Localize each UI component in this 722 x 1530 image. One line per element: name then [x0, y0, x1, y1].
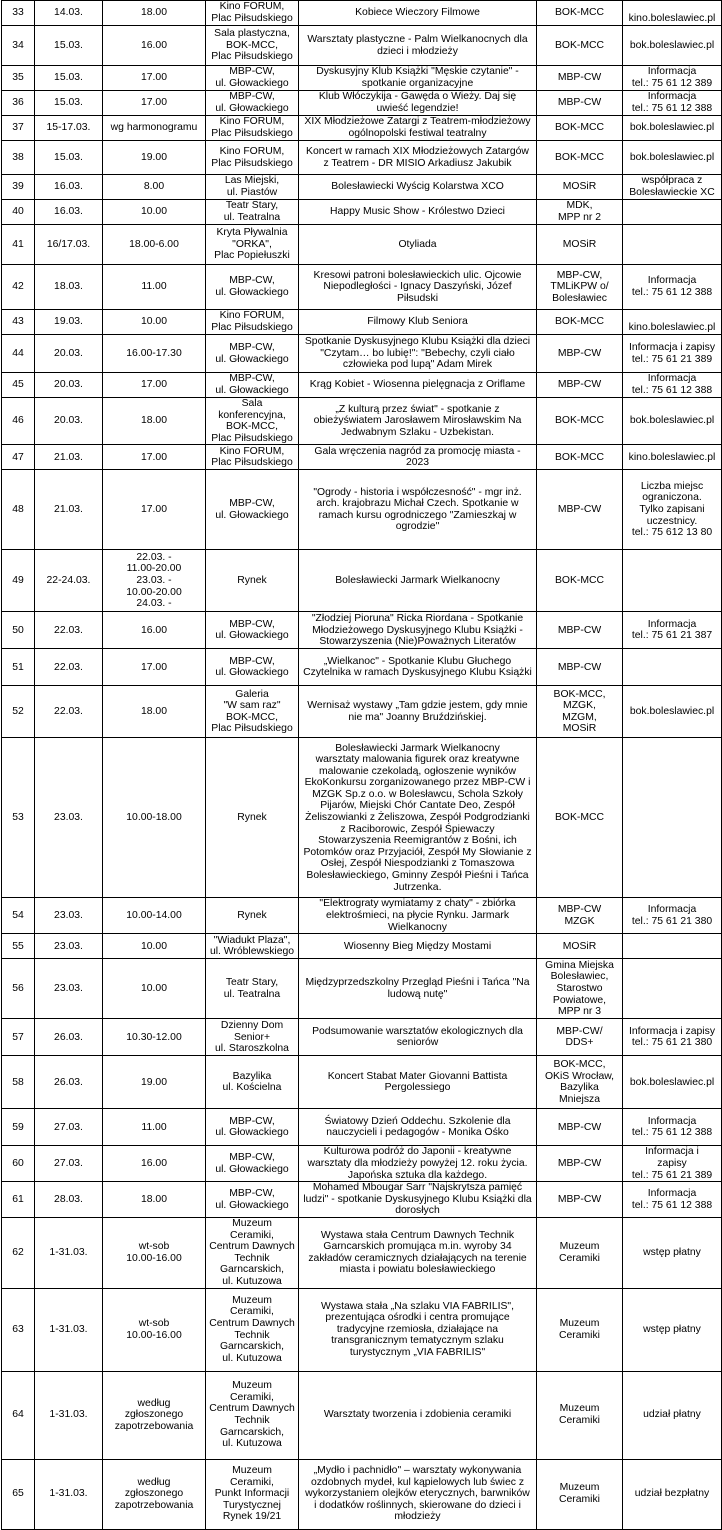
place-cell: Kino FORUM, Plac Piłsudskiego [206, 116, 299, 141]
date-cell: 23.03. [35, 898, 103, 934]
event-title-cell: Koncert w ramach XIX Młodzieżowych Zatargów z Teatrem - DR MISIO Arkadiusz Jakubik [299, 141, 537, 175]
event-title-cell: Międzyprzedszkolny Przegląd Pieśni i Tańca "Na ludową nutę" [299, 959, 537, 1019]
table-row [2, 1182, 722, 1218]
table-row [2, 934, 722, 959]
organizer-cell: MBP-CW [537, 1109, 623, 1146]
date-cell: 1-31.03. [35, 1371, 103, 1459]
row-number-cell: 38 [2, 141, 35, 175]
row-number-cell: 41 [2, 225, 35, 265]
organizer-cell: BOK-MCC, OKiS Wrocław, Bazylika Mniejsza [537, 1056, 623, 1109]
table-row [2, 470, 722, 550]
table-row [2, 1, 722, 26]
date-cell: 18.03. [35, 265, 103, 310]
organizer-cell: MBP-CW [537, 1146, 623, 1182]
place-cell: MBP-CW, ul. Głowackiego [206, 649, 299, 686]
row-number-cell: 51 [2, 649, 35, 686]
organizer-cell: MBP-CW [537, 66, 623, 91]
organizer-cell: BOK-MCC [537, 445, 623, 470]
date-cell: 14.03. [35, 1, 103, 26]
event-title-cell: Kobiece Wieczory Filmowe [299, 1, 537, 26]
date-cell: 15-17.03. [35, 116, 103, 141]
organizer-cell: MBP-CW [537, 470, 623, 550]
organizer-cell: Gmina Miejska Bolesławiec, Starostwo Powiatowe, MPP nr 3 [537, 959, 623, 1019]
event-title-cell: Warsztaty plastyczne - Palm Wielkanocnych dla dzieci i młodzieży [299, 26, 537, 66]
event-title-cell: „Mydło i pachnidło" – warsztaty wykonywania ozdobnych mydeł, kul kąpielowych lub świec z wykorzystaniem olejków eterycznych, barwników i dodatków roślinnych, skierowane do dzieci i młodzieży [299, 1459, 537, 1529]
event-title-cell: Kulturowa podróż do Japonii - kreatywne warsztaty dla młodzieży powyżej 12. roku życia. Japońska sztuka dla każdego. [299, 1146, 537, 1182]
time-cell: 10.00-14.00 [103, 898, 206, 934]
event-title-cell: Mohamed Mbougar Sarr "Najskrytsza pamięć ludzi" - spotkanie Dyskusyjnego Klubu Książki dla dorosłych [299, 1182, 537, 1218]
table-row [2, 91, 722, 116]
date-cell: 16.03. [35, 175, 103, 200]
place-cell: Kino FORUM, Plac Piłsudskiego [206, 141, 299, 175]
place-cell: Sala plastyczna, BOK-MCC, Plac Piłsudskiego [206, 26, 299, 66]
date-cell: 19.03. [35, 310, 103, 335]
row-number-cell: 34 [2, 26, 35, 66]
time-cell: wt-sob 10.00-16.00 [103, 1217, 206, 1288]
time-cell: wt-sob 10.00-16.00 [103, 1288, 206, 1371]
time-cell: 10.00 [103, 959, 206, 1019]
event-title-cell: Wystawa stała „Na szlaku VIA FABRILIS", prezentująca ośrodki i centra promujące tradycyjne rzemiosła, działające na transgranicznym tematycznym szlaku turystycznym „VIA FABRILIS" [299, 1288, 537, 1371]
info-cell: Informacja tel.: 75 61 12 388 [623, 91, 722, 116]
time-cell: 11.00 [103, 265, 206, 310]
table-row [2, 335, 722, 373]
table-row [2, 1056, 722, 1109]
row-number-cell: 53 [2, 738, 35, 898]
info-cell [623, 738, 722, 898]
info-cell: Informacja tel.: 75 61 12 388 [623, 373, 722, 398]
organizer-cell: MOSiR [537, 175, 623, 200]
table-row [2, 225, 722, 265]
time-cell: 10.00 [103, 934, 206, 959]
row-number-cell: 40 [2, 200, 35, 225]
place-cell: MBP-CW, ul. Głowackiego [206, 265, 299, 310]
info-cell: udział płatny [623, 1371, 722, 1459]
date-cell: 15.03. [35, 66, 103, 91]
organizer-cell: MBP-CW [537, 1182, 623, 1218]
table-row [2, 1109, 722, 1146]
info-cell [623, 200, 722, 225]
organizer-cell: MBP-CW [537, 335, 623, 373]
table-row [2, 1288, 722, 1371]
date-cell: 22.03. [35, 612, 103, 649]
date-cell: 20.03. [35, 398, 103, 445]
info-cell: Informacja tel.: 75 61 12 388 [623, 265, 722, 310]
event-title-cell: Kresowi patroni bolesławieckich ulic. Ojcowie Niepodległości - Ignacy Daszyński, Józef Piłsudski [299, 265, 537, 310]
event-title-cell: Bolesławiecki Wyścig Kolarstwa XCO [299, 175, 537, 200]
place-cell: Bazylika ul. Kościelna [206, 1056, 299, 1109]
organizer-cell: MOSiR [537, 225, 623, 265]
info-cell [623, 959, 722, 1019]
organizer-cell: MBP-CW [537, 373, 623, 398]
date-cell: 23.03. [35, 959, 103, 1019]
event-title-cell: Klub Włóczykija - Gawęda o Wieży. Daj się uwieść legendzie! [299, 91, 537, 116]
place-cell: Rynek [206, 550, 299, 612]
table-row [2, 1019, 722, 1056]
table-row [2, 116, 722, 141]
time-cell: 16.00 [103, 612, 206, 649]
place-cell: Kino FORUM, Plac Piłsudskiego [206, 445, 299, 470]
row-number-cell: 62 [2, 1217, 35, 1288]
date-cell: 22.03. [35, 649, 103, 686]
event-title-cell: "Złodziej Pioruna" Ricka Riordana - Spotkanie Młodzieżowego Dyskusyjnego Klubu Książki - Stowarzyszenia (Nie)Poważnych Literatów [299, 612, 537, 649]
info-cell [623, 649, 722, 686]
event-title-cell: Warsztaty tworzenia i zdobienia ceramiki [299, 1371, 537, 1459]
row-number-cell: 46 [2, 398, 35, 445]
info-cell: kino.boleslawiec.pl [623, 445, 722, 470]
time-cell: 17.00 [103, 470, 206, 550]
info-cell: Informacja tel.: 75 61 12 388 [623, 1182, 722, 1218]
info-cell: Informacja tel.: 75 61 12 388 [623, 1109, 722, 1146]
organizer-cell: MDK, MPP nr 2 [537, 200, 623, 225]
row-number-cell: 61 [2, 1182, 35, 1218]
info-cell: Liczba miejsc ograniczona. Tylko zapisani uczestnicy. tel.: 75 612 13 80 [623, 470, 722, 550]
event-title-cell: Happy Music Show - Królestwo Dzieci [299, 200, 537, 225]
table-row [2, 612, 722, 649]
date-cell: 1-31.03. [35, 1288, 103, 1371]
date-cell: 1-31.03. [35, 1459, 103, 1529]
place-cell: MBP-CW, ul. Głowackiego [206, 66, 299, 91]
time-cell: 17.00 [103, 445, 206, 470]
row-number-cell: 58 [2, 1056, 35, 1109]
event-title-cell: Wiosenny Bieg Między Mostami [299, 934, 537, 959]
row-number-cell: 37 [2, 116, 35, 141]
organizer-cell: BOK-MCC [537, 310, 623, 335]
row-number-cell: 43 [2, 310, 35, 335]
place-cell: Teatr Stary, ul. Teatralna [206, 200, 299, 225]
info-cell: Informacja i zapisy tel.: 75 61 21 380 [623, 1019, 722, 1056]
row-number-cell: 54 [2, 898, 35, 934]
time-cell: 18.00 [103, 398, 206, 445]
place-cell: MBP-CW, ul. Głowackiego [206, 373, 299, 398]
info-cell: kino.boleslawiec.pl [623, 1, 722, 26]
info-cell: bok.boleslawiec.pl [623, 116, 722, 141]
row-number-cell: 44 [2, 335, 35, 373]
event-title-cell: Otyliada [299, 225, 537, 265]
row-number-cell: 42 [2, 265, 35, 310]
table-row [2, 175, 722, 200]
organizer-cell: MBP-CW/ DDS+ [537, 1019, 623, 1056]
place-cell: MBP-CW, ul. Głowackiego [206, 91, 299, 116]
time-cell: 11.00 [103, 1109, 206, 1146]
time-cell: 18.00 [103, 1182, 206, 1218]
time-cell: 17.00 [103, 66, 206, 91]
place-cell: Rynek [206, 898, 299, 934]
time-cell: według zgłoszonego zapotrzebowania [103, 1459, 206, 1529]
table-row [2, 26, 722, 66]
row-number-cell: 65 [2, 1459, 35, 1529]
event-title-cell: XIX Młodzieżowe Zatargi z Teatrem-młodzieżowy ogólnopolski festiwal teatralny [299, 116, 537, 141]
place-cell: Teatr Stary, ul. Teatralna [206, 959, 299, 1019]
event-title-cell: Krąg Kobiet - Wiosenna pielęgnacja z Oriflame [299, 373, 537, 398]
table-row [2, 959, 722, 1019]
time-cell: 17.00 [103, 373, 206, 398]
row-number-cell: 55 [2, 934, 35, 959]
table-row [2, 686, 722, 738]
place-cell: Kino FORUM, Plac Piłsudskiego [206, 1, 299, 26]
date-cell: 27.03. [35, 1109, 103, 1146]
time-cell: 22.03. - 11.00-20.00 23.03. - 10.00-20.00 24.03. - [103, 550, 206, 612]
table-row [2, 1146, 722, 1182]
row-number-cell: 36 [2, 91, 35, 116]
organizer-cell: Muzeum Ceramiki [537, 1288, 623, 1371]
info-cell [623, 225, 722, 265]
info-cell [623, 550, 722, 612]
event-title-cell: Dyskusyjny Klub Książki "Męskie czytanie" - spotkanie organizacyjne [299, 66, 537, 91]
row-number-cell: 63 [2, 1288, 35, 1371]
table-row [2, 66, 722, 91]
place-cell: Galeria "W sam raz" BOK-MCC, Plac Piłsudskiego [206, 686, 299, 738]
date-cell: 28.03. [35, 1182, 103, 1218]
table-row [2, 445, 722, 470]
date-cell: 21.03. [35, 470, 103, 550]
time-cell: wg harmonogramu [103, 116, 206, 141]
event-title-cell: Światowy Dzień Oddechu. Szkolenie dla nauczycieli i pedagogów - Monika Ośko [299, 1109, 537, 1146]
event-title-cell: Filmowy Klub Seniora [299, 310, 537, 335]
time-cell: 19.00 [103, 1056, 206, 1109]
info-cell: Informacja tel.: 75 61 21 380 [623, 898, 722, 934]
organizer-cell: BOK-MCC [537, 26, 623, 66]
place-cell: Dzienny Dom Senior+ ul. Staroszkolna [206, 1019, 299, 1056]
organizer-cell: MOSiR [537, 934, 623, 959]
row-number-cell: 60 [2, 1146, 35, 1182]
info-cell: bok.boleslawiec.pl [623, 1056, 722, 1109]
place-cell: "Wiadukt Plaza", ul. Wróblewskiego [206, 934, 299, 959]
time-cell: 18.00-6.00 [103, 225, 206, 265]
place-cell: Rynek [206, 738, 299, 898]
event-title-cell: Koncert Stabat Mater Giovanni Battista Pergolessiego [299, 1056, 537, 1109]
date-cell: 16.03. [35, 200, 103, 225]
date-cell: 23.03. [35, 934, 103, 959]
time-cell: 10.00-18.00 [103, 738, 206, 898]
info-cell: wstęp płatny [623, 1217, 722, 1288]
organizer-cell: BOK-MCC [537, 141, 623, 175]
table-row [2, 550, 722, 612]
place-cell: MBP-CW, ul. Głowackiego [206, 1109, 299, 1146]
place-cell: MBP-CW, ul. Głowackiego [206, 1182, 299, 1218]
organizer-cell: BOK-MCC [537, 738, 623, 898]
time-cell: 16.00 [103, 26, 206, 66]
organizer-cell: MBP-CW [537, 649, 623, 686]
place-cell: Muzeum Ceramiki, Centrum Dawnych Technik Garncarskich, ul. Kutuzowa [206, 1288, 299, 1371]
date-cell: 22.03. [35, 686, 103, 738]
row-number-cell: 64 [2, 1371, 35, 1459]
organizer-cell: BOK-MCC [537, 116, 623, 141]
table-row [2, 1371, 722, 1459]
table-row [2, 310, 722, 335]
table-row [2, 1459, 722, 1529]
info-cell: Informacja tel.: 75 61 21 387 [623, 612, 722, 649]
date-cell: 21.03. [35, 445, 103, 470]
time-cell: 17.00 [103, 649, 206, 686]
organizer-cell: MBP-CW [537, 612, 623, 649]
organizer-cell: BOK-MCC [537, 398, 623, 445]
table-row [2, 1217, 722, 1288]
time-cell: 19.00 [103, 141, 206, 175]
info-cell: współpraca z Bolesławieckie XC [623, 175, 722, 200]
date-cell: 15.03. [35, 91, 103, 116]
event-title-cell: Wystawa stała Centrum Dawnych Technik Garncarskich promująca m.in. wyroby 34 zakładów ceramicznych działających na terenie miasta i powiatu bolesławieckiego [299, 1217, 537, 1288]
date-cell: 22-24.03. [35, 550, 103, 612]
place-cell: MBP-CW, ul. Głowackiego [206, 470, 299, 550]
row-number-cell: 47 [2, 445, 35, 470]
place-cell: Muzeum Ceramiki, Centrum Dawnych Technik Garncarskich, ul. Kutuzowa [206, 1371, 299, 1459]
row-number-cell: 49 [2, 550, 35, 612]
date-cell: 1-31.03. [35, 1217, 103, 1288]
table-row [2, 649, 722, 686]
place-cell: Kino FORUM, Plac Piłsudskiego [206, 310, 299, 335]
event-title-cell: „Z kulturą przez świat" - spotkanie z obieżyświatem Jarosławem Mirosławskim Na Jedwabnym Szlaku - Uzbekistan. [299, 398, 537, 445]
row-number-cell: 50 [2, 612, 35, 649]
table-row [2, 738, 722, 898]
info-cell: bok.boleslawiec.pl [623, 141, 722, 175]
time-cell: 16.00 [103, 1146, 206, 1182]
organizer-cell: MBP-CW MZGK [537, 898, 623, 934]
date-cell: 16/17.03. [35, 225, 103, 265]
date-cell: 20.03. [35, 373, 103, 398]
time-cell: 17.00 [103, 91, 206, 116]
time-cell: 8.00 [103, 175, 206, 200]
info-cell: Informacja tel.: 75 61 12 389 [623, 66, 722, 91]
table-row [2, 200, 722, 225]
event-title-cell: Bolesławiecki Jarmark Wielkanocny [299, 550, 537, 612]
organizer-cell: MBP-CW, TMLiKPW o/ Bolesławiec [537, 265, 623, 310]
organizer-cell: Muzeum Ceramiki [537, 1371, 623, 1459]
info-cell: kino.boleslawiec.pl [623, 310, 722, 335]
info-cell: Informacja i zapisy tel.: 75 61 21 389 [623, 335, 722, 373]
date-cell: 20.03. [35, 335, 103, 373]
date-cell: 15.03. [35, 26, 103, 66]
info-cell: udział bezpłatny [623, 1459, 722, 1529]
info-cell: Informacja i zapisy tel.: 75 61 21 389 [623, 1146, 722, 1182]
date-cell: 27.03. [35, 1146, 103, 1182]
event-title-cell: "Ogrody - historia i współczesność" - mgr inż. arch. krajobrazu Michał Czech. Spotkanie w ramach kursu ogrodniczego "Zamieszkaj w ogrodzie" [299, 470, 537, 550]
organizer-cell: MBP-CW [537, 91, 623, 116]
date-cell: 23.03. [35, 738, 103, 898]
time-cell: według zgłoszonego zapotrzebowania [103, 1371, 206, 1459]
time-cell: 18.00 [103, 686, 206, 738]
event-title-cell: Podsumowanie warsztatów ekologicznych dla seniorów [299, 1019, 537, 1056]
place-cell: Kryta Pływalnia "ORKA", Plac Popiełuszki [206, 225, 299, 265]
organizer-cell: BOK-MCC [537, 550, 623, 612]
row-number-cell: 57 [2, 1019, 35, 1056]
table-row [2, 373, 722, 398]
time-cell: 18.00 [103, 1, 206, 26]
row-number-cell: 39 [2, 175, 35, 200]
table-row [2, 898, 722, 934]
organizer-cell: BOK-MCC, MZGK, MZGM, MOSiR [537, 686, 623, 738]
event-title-cell: Gala wręczenia nagród za promocję miasta - 2023 [299, 445, 537, 470]
place-cell: MBP-CW, ul. Głowackiego [206, 612, 299, 649]
organizer-cell: Muzeum Ceramiki [537, 1217, 623, 1288]
events-table [1, 0, 722, 1530]
time-cell: 16.00-17.30 [103, 335, 206, 373]
place-cell: Las Miejski, ul. Piastów [206, 175, 299, 200]
event-title-cell: Spotkanie Dyskusyjnego Klubu Książki dla dzieci "Czytam… bo lubię!": "Bebechy, czyli ciało człowieka pod lupą" Adam Mirek [299, 335, 537, 373]
row-number-cell: 56 [2, 959, 35, 1019]
event-title-cell: Bolesławiecki Jarmark Wielkanocny warsztaty malowania figurek oraz kreatywne malowanie czekoladą, ogłoszenie wyników EkoKonkursu zorganizowanego przez MBP-CW i MZGK Sp.z o.o. w Bolesławcu, Schola Szkoły Pijarów, Miejski Chór Cantate Deo, Zespół Żeliszowianki z Żeliszowa, Zespół Podgrodzianki z Raciborowic, Zespół Śpiewaczy Stowarzyszenia Reemigrantów z Bośni, ich Potomków oraz Przyjaciół, Zespół My Słowianie z Osłej, Zespół Niespodzianki z Tomaszowa Bolesławieckiego, Gminny Zespół Pieśni i Tańca Jutrzenka. [299, 738, 537, 898]
row-number-cell: 45 [2, 373, 35, 398]
event-title-cell: „Wielkanoc" - Spotkanie Klubu Głuchego Czytelnika w ramach Dyskusyjnego Klubu Książki [299, 649, 537, 686]
place-cell: Muzeum Ceramiki, Punkt Informacji Turystycznej Rynek 19/21 [206, 1459, 299, 1529]
date-cell: 26.03. [35, 1019, 103, 1056]
date-cell: 15.03. [35, 141, 103, 175]
row-number-cell: 35 [2, 66, 35, 91]
table-row [2, 141, 722, 175]
date-cell: 26.03. [35, 1056, 103, 1109]
table-row [2, 398, 722, 445]
event-title-cell: "Elektrograty wymiatamy z chaty" - zbiórka elektrośmieci, na płycie Rynku. Jarmark Wielkanocny [299, 898, 537, 934]
row-number-cell: 52 [2, 686, 35, 738]
time-cell: 10.00 [103, 200, 206, 225]
event-title-cell: Wernisaż wystawy „Tam gdzie jestem, gdy mnie nie ma" Joanny Bruździńskiej. [299, 686, 537, 738]
place-cell: MBP-CW, ul. Głowackiego [206, 335, 299, 373]
place-cell: Muzeum Ceramiki, Centrum Dawnych Technik Garncarskich, ul. Kutuzowa [206, 1217, 299, 1288]
place-cell: MBP-CW, ul. Głowackiego [206, 1146, 299, 1182]
info-cell: bok.boleslawiec.pl [623, 686, 722, 738]
organizer-cell: BOK-MCC [537, 1, 623, 26]
info-cell: bok.boleslawiec.pl [623, 398, 722, 445]
info-cell: wstęp płatny [623, 1288, 722, 1371]
row-number-cell: 48 [2, 470, 35, 550]
time-cell: 10.30-12.00 [103, 1019, 206, 1056]
info-cell: bok.boleslawiec.pl [623, 26, 722, 66]
place-cell: Sala konferencyjna, BOK-MCC, Plac Piłsudskiego [206, 398, 299, 445]
table-row [2, 265, 722, 310]
info-cell [623, 934, 722, 959]
row-number-cell: 59 [2, 1109, 35, 1146]
organizer-cell: Muzeum Ceramiki [537, 1459, 623, 1529]
row-number-cell: 33 [2, 1, 35, 26]
time-cell: 10.00 [103, 310, 206, 335]
